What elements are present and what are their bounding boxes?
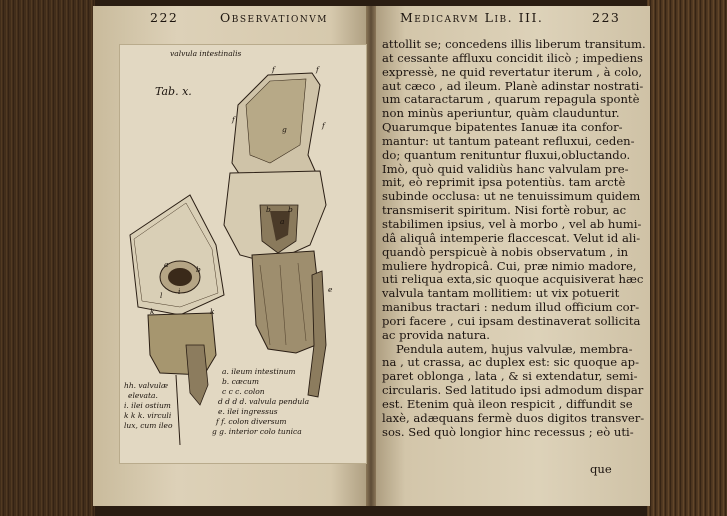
plate-letter: a [280,217,285,226]
plate-table-label: Tab. x. [155,85,192,98]
text-line: ac provida natura. [382,327,490,342]
text-line: stabilimen ipsius, vel à morbo , vel ab humi- [382,216,642,231]
text-line: pori facere , cui ipsam destinaverat sollicita [382,313,641,328]
text-line: Quarumque bipatentes Ianuæ ita confor- [382,120,623,135]
text-line: uti reliqua exta,sic quoque acquisiverat hæc [382,272,644,287]
text-line: Pendula autem, hujus valvulæ, membra- [396,341,633,356]
text-line: quandò perspicuè à nobis observatum , in [382,244,629,259]
legend-right-line: g g. interior colo tunica [212,427,302,436]
text-line: um cataractarum , quarum repagula spontè [382,92,640,107]
plate-letter: b [196,265,201,274]
text-line: circularis. Sed latitudo ipsi admodum dispar [382,383,644,398]
legend-left-line: hh. valvulæ [124,381,169,390]
plate-letter: k [150,307,155,316]
text-line: attollit se; concedens illis liberum transitum. [382,37,646,51]
text-line: laxè, adæquans fermè duos digitos transver- [382,410,645,425]
plate-letter: f [322,121,325,130]
left-running-head: Observationvm [220,10,328,25]
text-line: at cessante affluxu concidit ilicò ; impediens [382,50,643,65]
plate-letter: k [210,307,215,316]
legend-right-line: a. ileum intestinum [222,367,296,376]
anatomical-plate [119,44,367,464]
plate-letter: i [178,287,181,296]
text-line: mit, eò reprimit ipsa potentiùs. tam arctè [382,175,626,190]
legend-right-line: e. ilei ingressus [218,407,278,416]
text-line: do; quantum renituntur fluxui,obluctando. [382,147,631,162]
right-running-head: Medicarvm Lib. III. [400,10,544,25]
legend-right-line: c c c. colon [222,387,265,396]
left-page-number: 222 [150,10,179,25]
plate-letter: f [232,115,235,124]
legend-left-line: elevata. [128,391,158,400]
legend-left-line: lux, cum ileo [124,421,173,430]
legend-left-line: k k k. virculi [124,411,172,420]
plate-letter: f [272,65,275,74]
plate-letter: b [266,205,271,214]
legend-right-line: f f. colon diversum [216,417,287,426]
text-line: subinde occlusa: ut ne tenuissimum quidem [382,189,641,204]
text-line: expressè, ne quid revertatur iterum , à colo, [382,64,643,79]
text-line: paret oblonga , lata , & si extendatur, semi- [382,369,638,384]
plate-letter: a [164,260,169,269]
text-line: aut cæco , ad ileum. Planè adinstar nostrati- [382,78,644,93]
text-line: est. Etenim quà ileon respicit , diffundit se [382,396,633,411]
plate-letter: b [288,205,293,214]
page-edges-right [647,0,727,516]
text-line: mantur: ut tantum pateant refluxui, ceden- [382,133,635,148]
plate-top-caption: valvula intestinalis [170,49,242,58]
text-line: na , ut crassa, ac duplex est: sic quoque ap- [382,355,640,370]
legend-right-line: b. cæcum [222,377,259,386]
right-page-body [382,37,646,439]
text-line: dâ aliquâ intemperie flaccescat. Velut id ali- [382,230,641,245]
text-line: non minùs aperiuntur, quàm clauduntur. [382,106,620,121]
plate-letter: e [328,285,333,294]
catchword: que [590,462,612,476]
plate-letter: g [282,125,287,134]
book-gutter [366,6,376,506]
plate-letter: l [160,291,163,300]
text-line: sos. Sed quò longior hinc recessus ; eò uti- [382,424,634,439]
text-line: muliere hydropicâ. Cui, præ nimio madore, [382,258,637,273]
text-line: valvula tantam mollitiem: ut vix potuerit [382,286,620,301]
right-page-number: 223 [592,10,621,25]
text-line: Imò, quò quid validiùs hanc valvulam pre- [382,161,629,176]
plate-letter: f [316,65,319,74]
text-line: manibus tractari : nedum illud officium cor- [382,300,640,315]
text-line: transmiserit spiritum. Nisi fortè robur, ac [382,203,627,218]
legend-right-line: d d d d. valvula pendula [218,397,310,406]
legend-left-line: i. ilei ostium [124,401,171,410]
page-edges-left [0,0,95,516]
